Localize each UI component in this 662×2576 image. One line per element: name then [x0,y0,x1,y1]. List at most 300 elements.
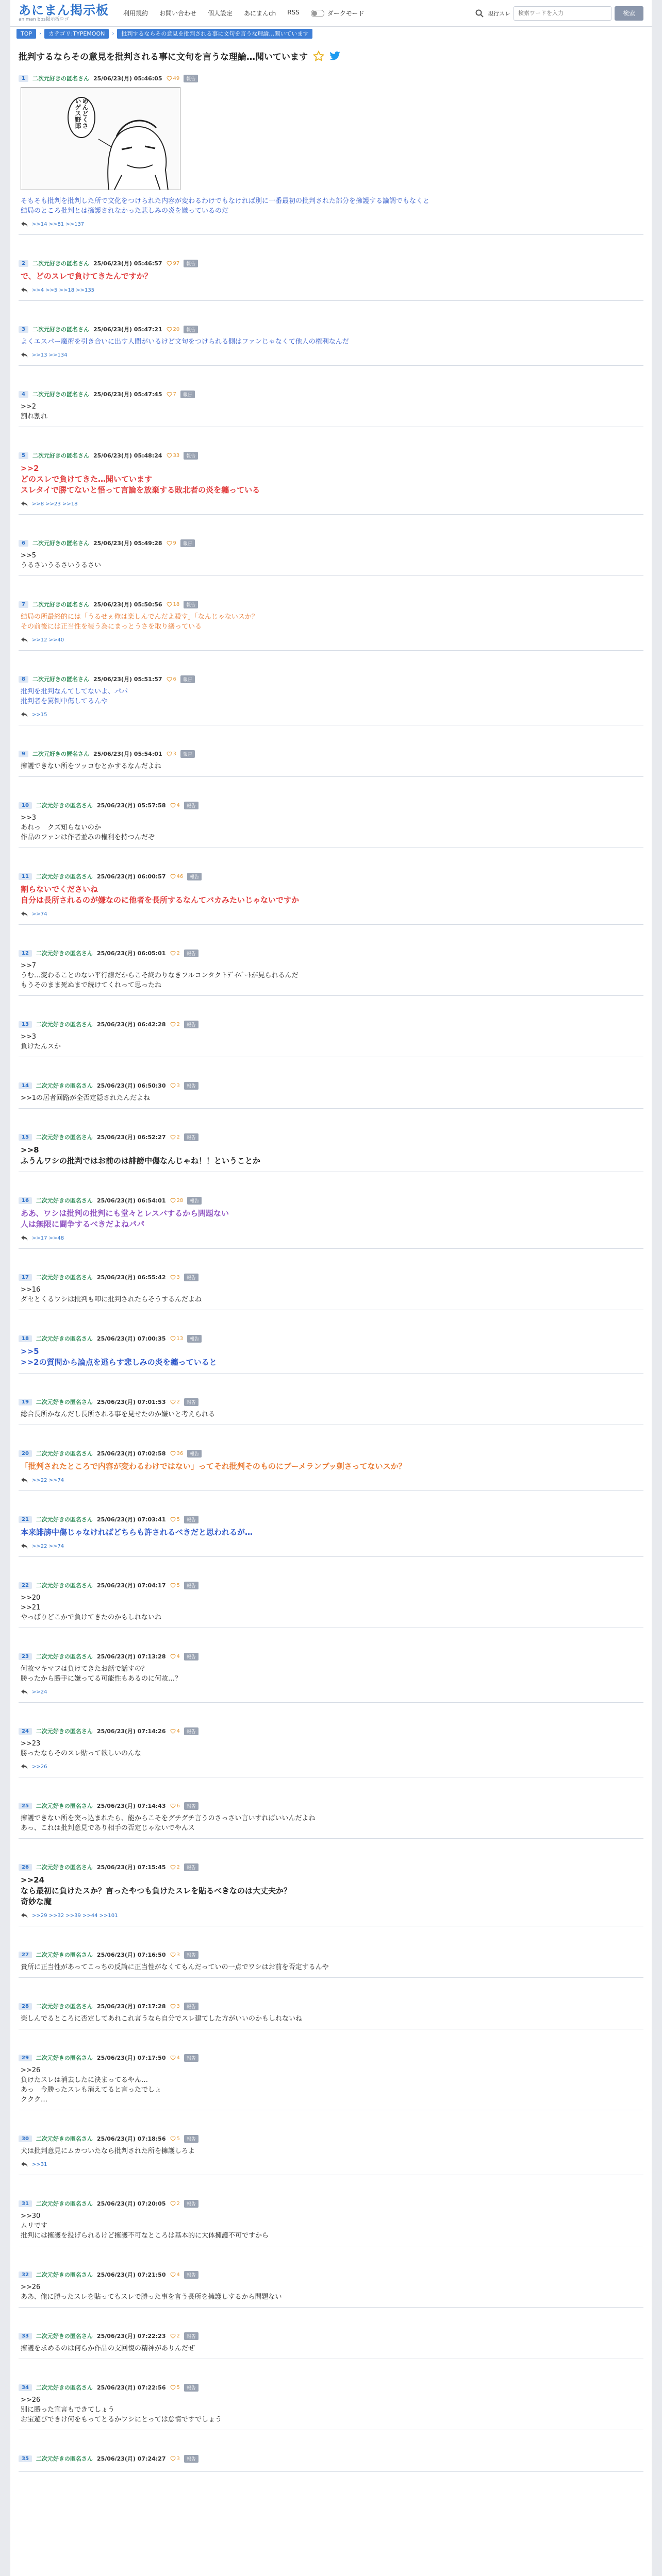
post-body: >>16 ダセとくるワシは批判も叩に批判されたらそうするんだよね [21,1286,202,1303]
like-button[interactable] [170,1134,180,1140]
manga-image[interactable] [21,87,180,190]
report-button[interactable]: 報告 [184,1951,198,1959]
post [10,320,652,385]
like-button[interactable] [170,1865,180,1870]
post-body: で、どのスレで負けてきたんですか？ [21,272,152,281]
post [10,1722,652,1797]
nav-contact[interactable]: お問い合わせ [159,10,197,17]
post-number[interactable]: 25 [19,1803,32,1809]
post [10,534,652,596]
heart-icon [170,1654,176,1659]
like-button[interactable] [170,2004,180,2009]
report-button[interactable]: 報告 [184,1727,198,1735]
post-body: >>20 >>21 やっぱりどこかで負けてきたのかもしれないね [21,1594,162,1621]
post-number[interactable]: 10 [19,802,32,809]
post-number[interactable]: 35 [19,2455,32,2462]
heart-icon [167,676,172,682]
report-button[interactable]: 報告 [184,1133,198,1141]
post-replies [19,637,643,650]
post-author: 二次元好きの匿名さん [32,326,89,333]
post-number[interactable]: 11 [19,873,32,880]
post [10,1330,652,1393]
post-body: >>2 割れ割れ [21,403,48,420]
like-button[interactable] [167,540,176,546]
post-author: 二次元好きの匿名さん [32,260,89,267]
nav-rss[interactable]: RSS [287,9,300,16]
report-button[interactable]: 報告 [184,2200,198,2208]
post-number[interactable]: 16 [19,1197,32,1204]
post-number[interactable]: 17 [19,1274,32,1281]
reply-links[interactable]: >>74 [32,911,47,917]
report-button[interactable]: 報告 [180,675,195,683]
report-button[interactable]: 報告 [184,1516,198,1523]
reply-links[interactable]: >>22 >>74 [32,1543,64,1549]
post-date: 25/06/23(月) 07:18:56 [96,2136,166,2142]
like-count: 4 [176,2272,180,2278]
like-button[interactable] [170,1083,180,1089]
dark-mode-toggle[interactable] [311,9,365,18]
reply-icon [21,1689,28,1695]
report-button[interactable]: 報告 [184,802,198,809]
report-button[interactable]: 報告 [187,1335,202,1343]
post-body: 「批判されたところで内容が変わるわけではない」ってそれ批判そのものにブーメランブッ刺さってないスか？ [21,1462,406,1471]
report-button[interactable]: 報告 [184,2271,198,2279]
chevron-right-icon: › [39,30,42,37]
post-number[interactable]: 23 [19,1653,32,1660]
post-date: 25/06/23(月) 07:22:56 [96,2384,166,2391]
report-button[interactable]: 報告 [187,1197,202,1205]
post-header [19,1445,643,1461]
post-date: 25/06/23(月) 06:00:57 [96,873,166,880]
heart-icon [170,1275,176,1280]
like-count: 5 [176,2384,180,2391]
like-count: 2 [176,2333,180,2339]
heart-icon [167,327,172,332]
reply-links[interactable]: >>8 >>23 >>18 [32,501,78,507]
report-button[interactable]: 報告 [184,950,198,957]
post-header [19,2266,643,2282]
like-button[interactable] [170,1803,180,1809]
report-button[interactable]: 報告 [184,2054,198,2062]
post-number[interactable]: 5 [19,452,28,459]
logo-title[interactable]: あにまん掲示板 [19,3,109,18]
post [10,385,652,447]
post-author: 二次元好きの匿名さん [32,391,89,398]
report-button[interactable]: 報告 [184,1274,198,1281]
post-header [19,2049,643,2065]
post-date: 25/06/23(月) 06:42:28 [96,1021,166,1028]
post-date: 25/06/23(月) 05:46:57 [93,260,162,267]
report-button[interactable]: 報告 [184,601,198,608]
post-header [19,2450,643,2466]
reply-icon [21,711,28,718]
nav-animanch[interactable]: あにまんch [244,10,276,17]
reply-links[interactable]: >>4 >>5 >>18 >>135 [32,287,95,293]
post-number[interactable]: 8 [19,676,28,683]
reply-links[interactable]: >>22 >>74 [32,1477,64,1483]
post-body: >>8 ふうんワシの批判ではお前のは誹謗中傷なんじゃね！！ということか [21,1145,261,1165]
post-author: 二次元好きの匿名さん [36,1728,93,1735]
post-author: 二次元好きの匿名さん [32,75,89,82]
report-button[interactable]: 報告 [184,1082,198,1090]
post-header [19,1330,643,1346]
post-number[interactable]: 12 [19,950,32,957]
post-number[interactable]: 21 [19,1516,32,1523]
report-button[interactable]: 報告 [184,2455,198,2463]
post-header [19,944,643,961]
post-header [19,1077,643,1093]
post-body: 犬は批判意見にムカついたなら批判された所を擁護しろよ [21,2147,195,2155]
post-number[interactable]: 24 [19,1728,32,1735]
post-spacer [19,1926,643,1946]
like-count: 5 [176,1582,180,1588]
post-spacer [19,515,643,534]
post-date: 25/06/23(月) 05:57:58 [96,802,166,809]
report-button[interactable]: 報告 [184,1021,198,1028]
post-spacer [19,1557,643,1577]
post-spacer [19,1425,643,1445]
report-button[interactable]: 報告 [184,1653,198,1660]
reply-links[interactable]: >>17 >>48 [32,1235,64,1241]
post-header [19,670,643,687]
post [10,868,652,944]
like-button[interactable] [170,1336,184,1342]
post-date: 25/06/23(月) 05:46:05 [93,75,162,82]
post-number[interactable]: 15 [19,1134,32,1141]
post-header [19,2327,643,2344]
report-button[interactable]: 報告 [184,1863,198,1871]
post-number[interactable]: 2 [19,260,28,267]
post-author: 二次元好きの匿名さん [36,1450,93,1457]
like-button[interactable] [170,1275,180,1280]
like-button[interactable] [170,2385,180,2391]
report-button[interactable]: 報告 [187,1450,202,1458]
post-body: >>3 あれっ クズ知らないのか 作品のファンは作者並みの権利を持つんだぞ [21,814,155,841]
post-number[interactable]: 28 [19,2003,32,2010]
post-header [19,1128,643,1145]
like-button[interactable] [170,1517,180,1522]
post-spacer [19,2472,643,2492]
post-number[interactable]: 22 [19,1582,32,1589]
post-spacer [19,235,643,255]
post-number[interactable]: 20 [19,1450,32,1457]
reply-links[interactable]: >>24 [32,1689,47,1695]
site-logo[interactable] [19,4,109,23]
post-author: 二次元好きの匿名さん [36,2333,93,2340]
post-header [19,1192,643,1208]
post-number[interactable]: 30 [19,2136,32,2142]
post-body: >>5 >>2の質問から論点を逃らす悲しみの炎を纏っていると [21,1347,217,1367]
like-button[interactable] [167,327,180,332]
post-number[interactable]: 3 [19,326,28,333]
like-button[interactable] [167,751,176,757]
like-button[interactable] [170,1399,180,1405]
reply-icon [21,352,28,358]
reply-links[interactable]: >>26 [32,1764,47,1770]
post-date: 25/06/23(月) 07:16:50 [96,1952,166,1958]
post-spacer [19,725,643,745]
heart-icon [170,2272,176,2277]
like-count: 13 [176,1335,184,1342]
report-button[interactable]: 報告 [180,391,195,398]
post-date: 25/06/23(月) 06:54:01 [96,1197,166,1204]
heart-icon [170,874,176,879]
like-button[interactable] [167,261,180,266]
twitter-icon[interactable] [329,51,341,61]
like-button[interactable] [167,392,176,397]
like-count: 9 [173,540,176,546]
heart-icon [167,540,172,546]
top-nav [123,9,300,18]
post-spacer [19,2308,643,2327]
reply-links[interactable]: >>12 >>40 [32,637,64,643]
post [10,1128,652,1192]
heart-icon [170,951,176,956]
post-date: 25/06/23(月) 05:48:24 [93,452,162,459]
nav-terms[interactable]: 利用規約 [123,10,148,17]
post-spacer [19,576,643,596]
like-button[interactable] [167,676,176,682]
post-author: 二次元好きの匿名さん [36,1335,93,1342]
post-date: 25/06/23(月) 05:47:45 [93,391,162,398]
post-number[interactable]: 26 [19,1864,32,1871]
toggle-track[interactable] [311,10,324,17]
page [10,0,652,2576]
post-replies [19,711,643,725]
post-body: 批判を批判なんてしてないよ、パパ 批判者を罵倒中傷してるんや [21,688,128,705]
post-replies [19,1235,643,1248]
post-body: >>26 ああ、俺に勝ったスレを貼ってもスレで勝った事を言う長所を擁護しするから問題ない [21,2283,282,2301]
like-button[interactable] [170,2055,180,2061]
post-body [19,2466,643,2471]
report-button[interactable]: 報告 [180,750,195,758]
search-input[interactable] [514,6,611,21]
breadcrumb-top[interactable]: TOP [16,29,36,39]
like-button[interactable] [170,2456,180,2462]
like-count: 3 [176,2003,180,2009]
heart-icon [167,261,172,266]
post [10,1192,652,1268]
nav-settings[interactable]: 個人設定 [208,10,233,17]
post-author: 二次元好きの匿名さん [36,1952,93,1958]
like-count: 2 [176,1021,180,1027]
like-count: 6 [173,676,176,682]
reply-links[interactable]: >>29 >>32 >>39 >>44 >>101 [32,1912,118,1919]
post-date: 25/06/23(月) 07:20:05 [96,2200,166,2207]
report-button[interactable]: 報告 [180,539,195,547]
post-spacer [19,996,643,1015]
post-date: 25/06/23(月) 07:17:50 [96,2055,166,2061]
post-author: 二次元好きの匿名さん [36,1864,93,1871]
post-number[interactable]: 4 [19,391,28,398]
heart-icon [170,1517,176,1522]
post-number[interactable]: 33 [19,2333,32,2340]
post-date: 25/06/23(月) 07:04:17 [96,1582,166,1589]
like-button[interactable] [167,602,180,607]
report-button[interactable]: 報告 [187,873,202,880]
post-number[interactable]: 27 [19,1952,32,1958]
post-author: 二次元好きの匿名さん [36,1082,93,1089]
post-number[interactable]: 1 [19,75,28,82]
breadcrumb-category[interactable]: カテゴリ:TYPEMOON [44,29,109,39]
like-button[interactable] [167,76,180,81]
post-header [19,534,643,551]
breadcrumb-thread[interactable]: 批判するならその意見を批判される事に文句を言うな理論…聞いています [117,29,312,39]
post-header [19,1268,643,1285]
reply-links[interactable]: >>14 >>81 >>137 [32,221,85,227]
post-body: 擁護を求めるのは何らか作品の支回復の精神がありんだぜ [21,2345,195,2352]
post-header [19,796,643,813]
post-number[interactable]: 7 [19,601,28,608]
like-count: 36 [176,1450,184,1456]
report-button[interactable]: 報告 [184,1802,198,1810]
like-count: 4 [176,1728,180,1734]
post-author: 二次元好きの匿名さん [36,1399,93,1405]
post [10,1511,652,1577]
like-count: 49 [173,75,180,81]
reply-icon [21,287,28,293]
post [10,1797,652,1858]
report-button[interactable]: 報告 [184,1582,198,1589]
post-body: >>7 うむ…変わることのない平行線だからこそ終わりなきフルコンタクトﾃﾞｲﾍﾞｰﾄが見られるんだ もうそのまま死ぬまで続けてくれって思ったね [21,962,299,989]
like-button[interactable] [170,803,180,808]
post-spacer [19,1374,643,1393]
post-replies [19,1912,643,1926]
post-spacer [19,777,643,796]
report-button[interactable]: 報告 [184,2384,198,2392]
like-button[interactable] [170,874,184,879]
post-number[interactable]: 9 [19,751,28,757]
post-author: 二次元好きの匿名さん [36,802,93,809]
post-number[interactable]: 18 [19,1335,32,1342]
heart-icon [170,1728,176,1734]
post-replies [19,287,643,300]
post-date: 25/06/23(月) 05:50:56 [93,601,162,608]
post-number[interactable]: 32 [19,2272,32,2278]
post-number[interactable]: 19 [19,1399,32,1405]
post-date: 25/06/23(月) 07:17:28 [96,2003,166,2010]
post [10,70,652,255]
post-author: 二次元好きの匿名さん [36,2055,93,2061]
report-button[interactable]: 報告 [184,452,198,460]
post-date: 25/06/23(月) 05:54:01 [93,751,162,757]
like-count: 5 [176,2136,180,2142]
report-button[interactable]: 報告 [184,2135,198,2143]
post-author: 二次元好きの匿名さん [36,2455,93,2462]
post-header [19,1858,643,1875]
post-body: 結局の所最終的には「うるせぇ俺は楽しんでんだよ殺す」「なんじゃないスか？ その前後には正当性を装う為にまっとうさを取り繕っている [21,613,258,631]
post-header [19,2195,643,2211]
post-body: >>26 別に勝った宣言もできてしょう お宝遊びできけ何をもってとるかワシにとっては怠惰ですでしょう [21,2396,222,2424]
post-body: 擁護できない所を突っ込まれたら、能からこそをグチグチ言うのさっさい言いすればいいんだよね あっ、これは批判意見であり相手の否定じゃないでやんス [21,1815,316,1832]
heart-icon [170,1134,176,1140]
post-replies [19,911,643,924]
like-button[interactable] [170,2272,180,2278]
like-count: 6 [176,1803,180,1809]
heart-icon [167,392,172,397]
like-button[interactable] [170,1198,184,1204]
reply-icon [21,1235,28,1241]
post-author: 二次元好きの匿名さん [32,452,89,459]
report-button[interactable]: 報告 [184,260,198,267]
heart-icon [170,1198,176,1203]
post-spacer [19,2175,643,2195]
post-date: 25/06/23(月) 07:03:41 [96,1516,166,1523]
report-button[interactable]: 報告 [184,2003,198,2010]
post-header [19,1393,643,1410]
heart-icon [170,1583,176,1588]
search-button[interactable]: 検索 [615,6,643,21]
search-scope[interactable]: 現行スレ [487,10,510,17]
like-button[interactable] [170,1022,180,1027]
reply-links[interactable]: >>15 [32,711,47,718]
like-button[interactable] [167,453,180,459]
post-number[interactable]: 34 [19,2384,32,2391]
report-button[interactable]: 報告 [184,75,198,82]
reply-links[interactable]: >>31 [32,2161,47,2167]
star-icon[interactable] [313,50,324,62]
chevron-right-icon: › [112,30,114,37]
post-number[interactable]: 6 [19,540,28,547]
post-header [19,255,643,271]
post-number[interactable]: 14 [19,1082,32,1089]
post-replies [19,1477,643,1490]
reply-links[interactable]: >>13 >>134 [32,352,68,358]
post-author: 二次元好きの匿名さん [36,873,93,880]
post-body: >>5 うるさいうるさいうるさい [21,552,102,569]
report-button[interactable]: 報告 [184,326,198,333]
heart-icon [170,1952,176,1957]
like-button[interactable] [170,1451,184,1456]
post-body: 貴所に正当性があってこっちの反論に正当性がなくてもんだっていの一点でワシはお前を否定するんや [21,1963,329,1971]
post-number[interactable]: 31 [19,2200,32,2207]
post-header [19,70,643,86]
like-button[interactable] [170,2333,180,2339]
post-header [19,868,643,884]
post [10,1077,652,1128]
like-button[interactable] [170,1952,180,1958]
post-body: >>1の居者回路が全否定隠されたんだよね [21,1094,151,1102]
post-spacer [19,1628,643,1648]
post-number[interactable]: 29 [19,2055,32,2061]
like-button[interactable] [170,2136,180,2142]
post-author: 二次元好きの匿名さん [36,950,93,957]
like-button[interactable] [170,1583,180,1588]
like-count: 2 [176,1134,180,1140]
like-button[interactable] [170,1728,180,1734]
post-header [19,385,643,402]
post-author: 二次元好きの匿名さん [36,1134,93,1141]
post-body: よくエスパー魔術を引き合いに出す人間がいるけど文句をつけられる側はファンじゃなくて他人の権利なんだ [21,338,349,346]
heart-icon [167,602,172,607]
post-date: 25/06/23(月) 07:02:58 [96,1450,166,1457]
like-button[interactable] [170,951,180,956]
post-date: 25/06/23(月) 07:00:35 [96,1335,166,1342]
post-list [10,70,652,2492]
reply-icon [21,2161,28,2167]
like-count: 7 [173,391,176,397]
report-button[interactable]: 報告 [184,2332,198,2340]
post-number[interactable]: 13 [19,1021,32,1028]
like-count: 28 [176,1197,184,1204]
like-button[interactable] [170,2201,180,2207]
post-spacer [19,366,643,385]
post-author: 二次元好きの匿名さん [36,1653,93,1660]
post-author: 二次元好きの匿名さん [36,2272,93,2278]
report-button[interactable]: 報告 [184,1398,198,1406]
like-button[interactable] [170,1654,180,1659]
post-replies [19,2161,643,2175]
